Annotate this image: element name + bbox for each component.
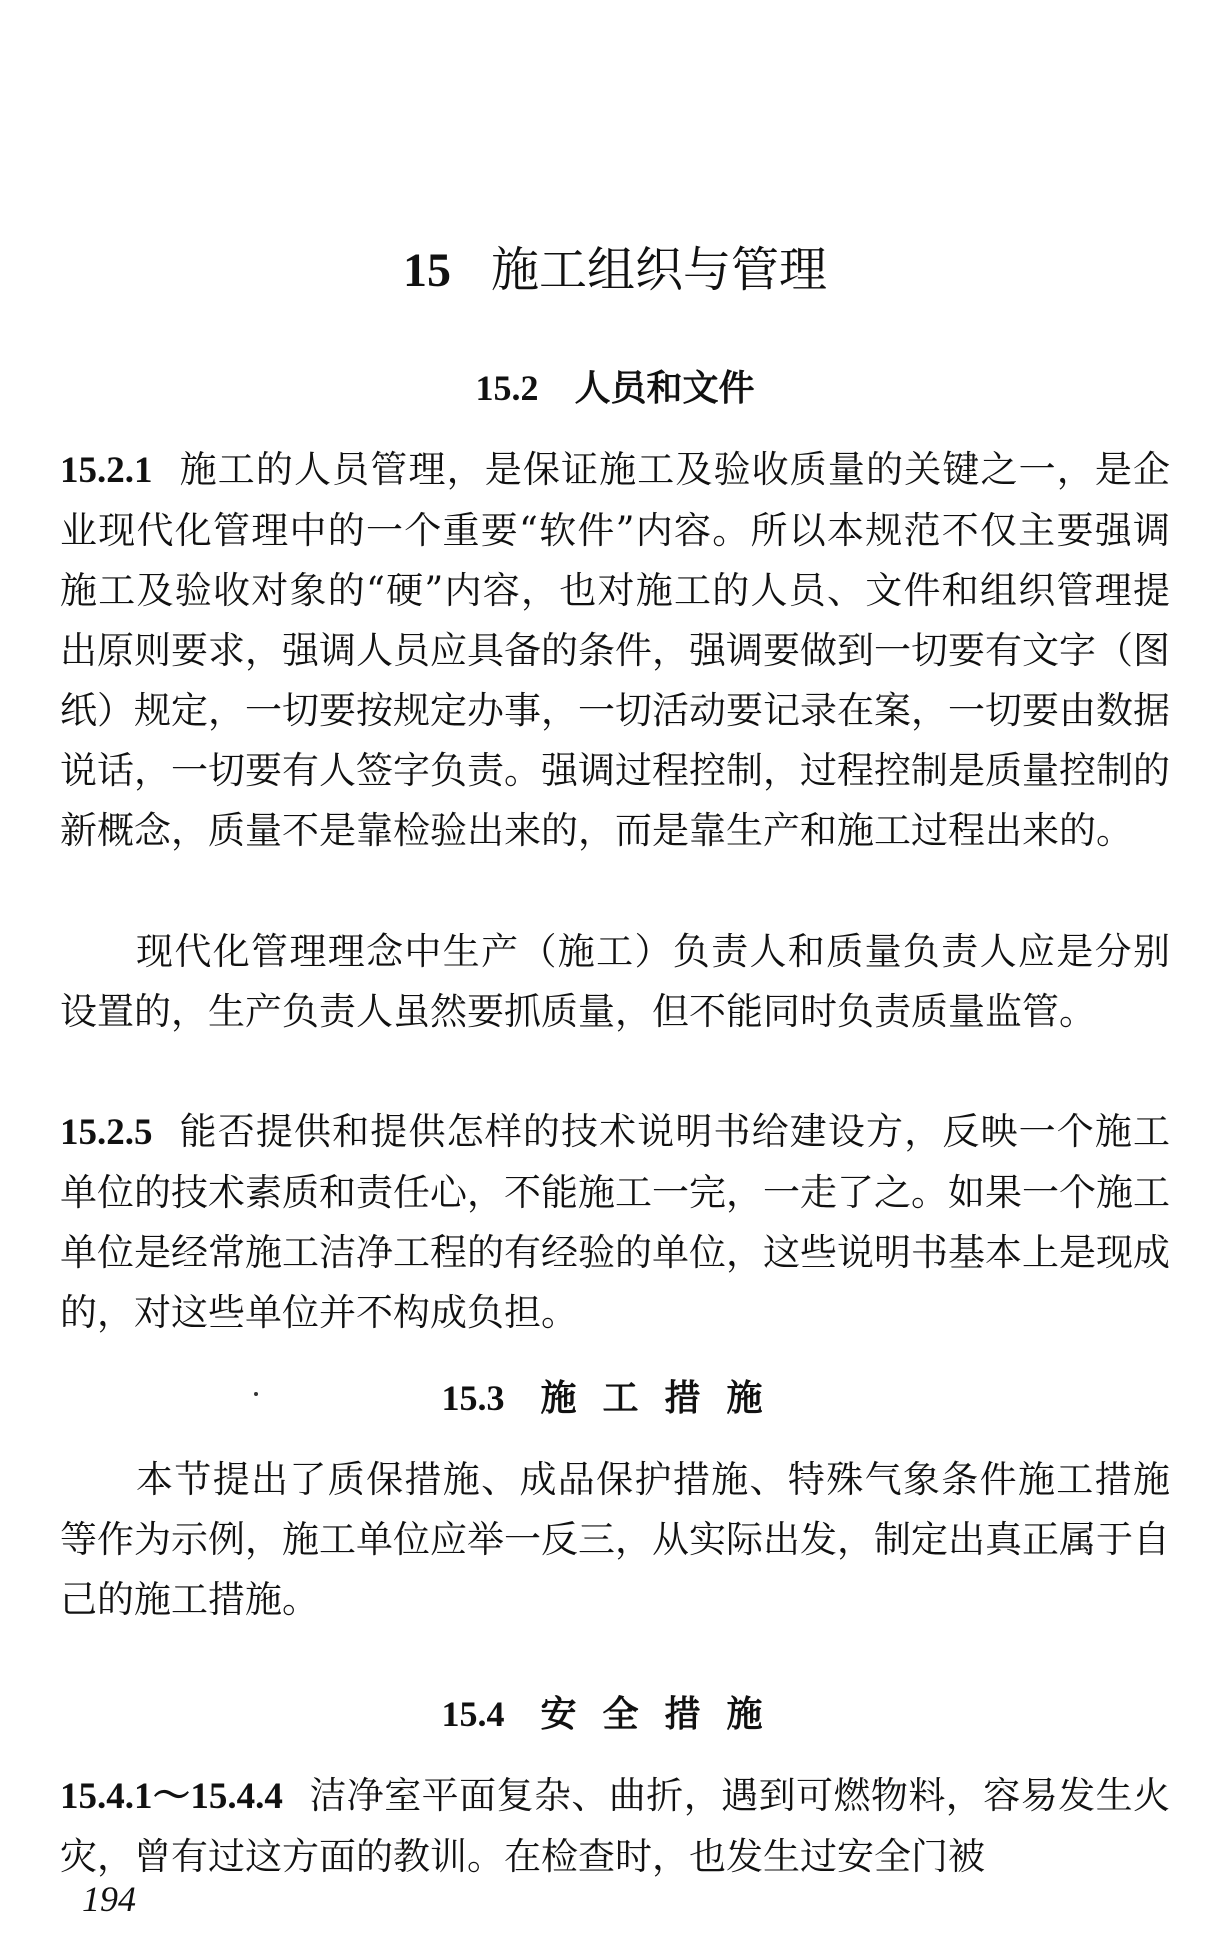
paragraph-text: 现代化管理理念中生产（施工）负责人和质量负责人应是分别设置的，生产负责人虽然要抓质量，但不能同时负责质量监管。: [60, 930, 1170, 1033]
clause-paragraph: [60, 1102, 1170, 1343]
clause-paragraph: [60, 440, 1170, 861]
section-heading-15-3: [60, 1376, 1170, 1420]
section-title: 安全措施: [540, 1693, 789, 1735]
chapter-title: [60, 240, 1170, 301]
paragraph-text: 能否提供和提供怎样的技术说明书给建设方，反映一个施工单位的技术素质和责任心，不能施工一完，一走了之。如果一个施工单位是经常施工洁净工程的有经验的单位，这些说明书基本上是现成的，对这些单位并不构成负担。: [60, 1110, 1170, 1334]
clause-number: 15.2.5: [60, 1112, 153, 1153]
paragraph-text: 施工的人员管理，是保证施工及验收质量的关键之一，是企业现代化管理中的一个重要“软件”内容。所以本规范不仅主要强调施工及验收对象的“硬”内容，也对施工的人员、文件和组织管理提出原则要求，强调人员应具备的条件，强调要做到一切要有文字（图纸）规定，一切要按规定办事，一切活动要记录在案，一切要由数据说话，一切要有人签字负责。强调过程控制，过程控制是质量控制的新概念，质量不是靠检验出来的，而是靠生产和施工过程出来的。: [60, 448, 1170, 852]
chapter-number: 15: [402, 244, 451, 297]
paragraph: [60, 922, 1170, 1042]
section-heading-15-2: [60, 366, 1170, 410]
page-number: 194: [82, 1879, 136, 1919]
clause-number: 15.4.1～15.4.4: [60, 1776, 283, 1817]
clause-paragraph: [60, 1766, 1170, 1887]
paragraph-text: 本节提出了质保措施、成品保护措施、特殊气象条件施工措施等作为示例，施工单位应举一反三，从实际出发，制定出真正属于自己的施工措施。: [60, 1458, 1170, 1621]
scan-speck: [254, 1392, 258, 1396]
paragraph: [60, 1450, 1170, 1630]
section-number: 15.2: [475, 368, 539, 408]
section-title: 施工措施: [540, 1377, 789, 1419]
chapter-title-text: 施工组织与管理: [490, 242, 827, 298]
section-number: 15.4: [441, 1694, 505, 1734]
section-heading-15-4: [60, 1692, 1170, 1736]
section-title: 人员和文件: [574, 367, 755, 409]
section-number: 15.3: [441, 1378, 505, 1418]
clause-number: 15.2.1: [60, 450, 153, 491]
paragraph-text: 洁净室平面复杂、曲折，遇到可燃物料，容易发生火灾，曾有过这方面的教训。在检查时，也发生过安全门被: [60, 1774, 1171, 1878]
